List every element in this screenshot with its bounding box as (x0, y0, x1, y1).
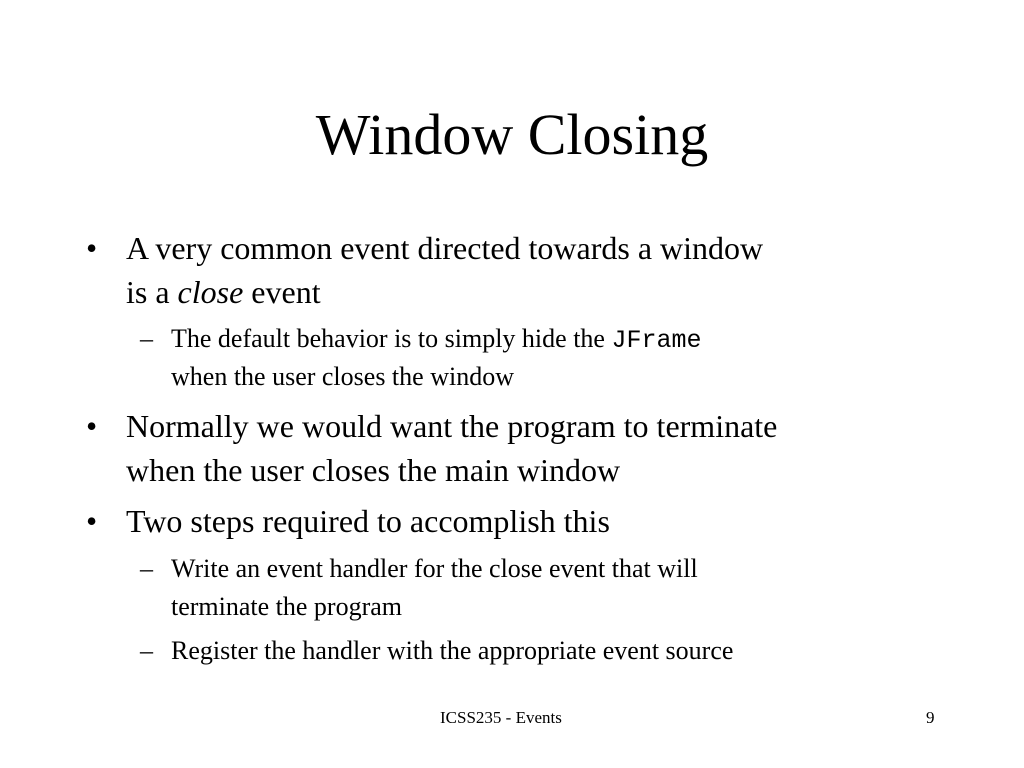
sub-bullet-marker: – (140, 554, 153, 583)
bullet-1-line-1: A very common event directed towards a window (126, 230, 764, 266)
bullet-marker: • (86, 408, 98, 444)
slide-title: Window Closing (315, 102, 709, 167)
sub-bullet-1-1-line-1 (171, 323, 701, 357)
sub-bullet-marker: – (140, 324, 153, 353)
code-jframe: JFrame (611, 326, 702, 355)
sub-bullet-3-2-line-1: Register the handler with the appropriate event source (171, 636, 734, 665)
bullet-2-line-1: Normally we would want the program to terminate (126, 408, 778, 444)
bullet-3-line-1: Two steps required to accomplish this (126, 503, 610, 539)
sub-bullet-3-1-line-1: Write an event handler for the close event that will (171, 554, 698, 583)
sub-bullet-marker: – (140, 636, 153, 665)
bullet-marker: • (86, 230, 98, 266)
sub-bullet-3-1-line-2: terminate the program (171, 592, 403, 621)
footer-course-label: ICSS235 - Events (440, 708, 562, 727)
sub-bullet-1-1-text: The default behavior is to simply hide the (171, 324, 612, 353)
sub-bullet-1-1-line-2: when the user closes the window (171, 362, 514, 391)
bullet-1-text-suffix: event (243, 274, 321, 310)
bullet-1-emphasis-close: close (177, 274, 244, 310)
footer-page-number: 9 (926, 708, 935, 727)
bullet-marker: • (86, 503, 98, 539)
bullet-1-line-2 (126, 272, 321, 312)
bullet-2-line-2: when the user closes the main window (126, 452, 621, 488)
bullet-1-text-prefix: is a (126, 274, 178, 310)
